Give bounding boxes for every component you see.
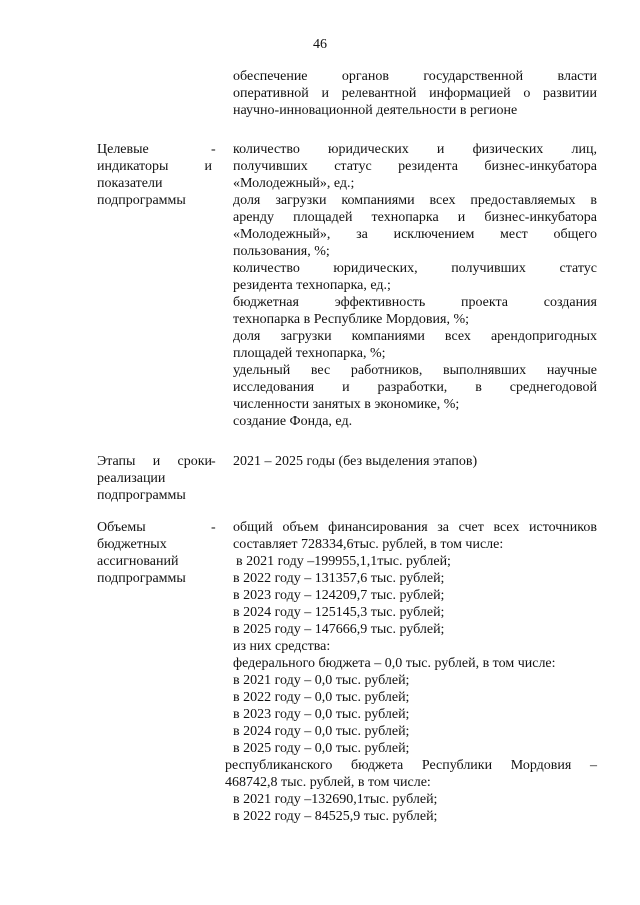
budget-line: республиканского бюджета Республики Мордовия – [225, 758, 597, 773]
intro-line: оперативной и релевантной информацией о развитии [233, 86, 597, 101]
indicator-line: количество юридических и физических лиц, [233, 142, 597, 157]
indicator-line: резидента технопарка, ед.; [233, 278, 391, 293]
indicator-line: аренду площадей технопарка и бизнес-инкубатора [233, 210, 597, 225]
page-number: 46 [313, 37, 327, 52]
indicators-label [97, 141, 212, 209]
label-line: Этапы и сроки [97, 454, 212, 469]
label-line: Целевые [97, 142, 149, 157]
label-line: реализации [97, 471, 166, 486]
indicator-line: площадей технопарка, %; [233, 346, 386, 361]
budget-line: в 2021 году – 0,0 тыс. рублей; [233, 673, 410, 688]
indicator-line: «Молодежный», ед.; [233, 176, 355, 191]
stages-line: 2021 – 2025 годы (без выделения этапов) [233, 454, 478, 469]
budget-line: в 2022 году – 84525,9 тыс. рублей; [233, 809, 438, 824]
indicator-line: пользования, %; [233, 244, 330, 259]
budget-line: в 2021 году –132690,1тыс. рублей; [233, 792, 438, 807]
label-line: индикаторы и [97, 159, 212, 174]
indicator-line: исследования и разработки, в среднегодовой [233, 380, 597, 395]
indicator-line: бюджетная эффективность проекта создания [233, 295, 597, 310]
indicator-line: доля загрузки компаниями всех арендопригодных [233, 329, 597, 344]
budget-line: в 2025 году – 0,0 тыс. рублей; [233, 741, 410, 756]
indicator-line: «Молодежный», за исключением мест общего [233, 227, 597, 242]
budget-line: в 2023 году – 124209,7 тыс. рублей; [233, 588, 445, 603]
label-line: подпрограммы [97, 193, 186, 208]
intro-line: обеспечение органов государственной власти [233, 69, 597, 84]
stages-label [97, 453, 212, 504]
indicator-line: численности занятых в экономике, %; [233, 397, 460, 412]
indicator-line: количество юридических, получивших статус [233, 261, 597, 276]
budget-line: в 2024 году – 0,0 тыс. рублей; [233, 724, 410, 739]
label-line: ассигнований [97, 554, 179, 569]
budget-line: из них средства: [233, 639, 331, 654]
indicators-dash: - [211, 142, 216, 157]
label-line: подпрограммы [97, 571, 186, 586]
stages-text [233, 453, 597, 470]
indicators-text [233, 141, 597, 430]
indicator-line: технопарка в Республике Мордовия, %; [233, 312, 469, 327]
indicator-line: удельный вес работников, выполнявших научные [233, 363, 597, 378]
intro-line: научно-инновационной деятельности в регионе [233, 103, 518, 118]
indicator-line: создание Фонда, ед. [233, 414, 353, 429]
label-line: показатели [97, 176, 163, 191]
label-line: подпрограммы [97, 488, 186, 503]
budget-line: в 2024 году – 125145,3 тыс. рублей; [233, 605, 445, 620]
budget-line: в 2025 году – 147666,9 тыс. рублей; [233, 622, 445, 637]
budget-line: в 2022 году – 131357,6 тыс. рублей; [233, 571, 445, 586]
stages-dash: - [211, 454, 216, 469]
budget-label [97, 519, 212, 587]
budget-line: в 2023 году – 0,0 тыс. рублей; [233, 707, 410, 722]
budget-line: общий объем финансирования за счет всех источников [233, 520, 597, 535]
intro-text [233, 68, 597, 119]
budget-line: в 2022 году – 0,0 тыс. рублей; [233, 690, 410, 705]
budget-line: составляет 728334,6тыс. рублей, в том числе: [233, 537, 504, 552]
budget-text [225, 519, 597, 825]
budget-dash: - [211, 520, 216, 535]
indicator-line: получивших статус резидента бизнес-инкубатора [233, 159, 597, 174]
label-line: бюджетных [97, 537, 167, 552]
label-line: Объемы [97, 520, 146, 535]
budget-line: 468742,8 тыс. рублей, в том числе: [225, 775, 431, 790]
indicator-line: доля загрузки компаниями всех предоставляемых в [233, 193, 597, 208]
budget-line: в 2021 году –199955,1,1тыс. рублей; [236, 554, 451, 569]
budget-line: федерального бюджета – 0,0 тыс. рублей, в том числе: [233, 656, 556, 671]
